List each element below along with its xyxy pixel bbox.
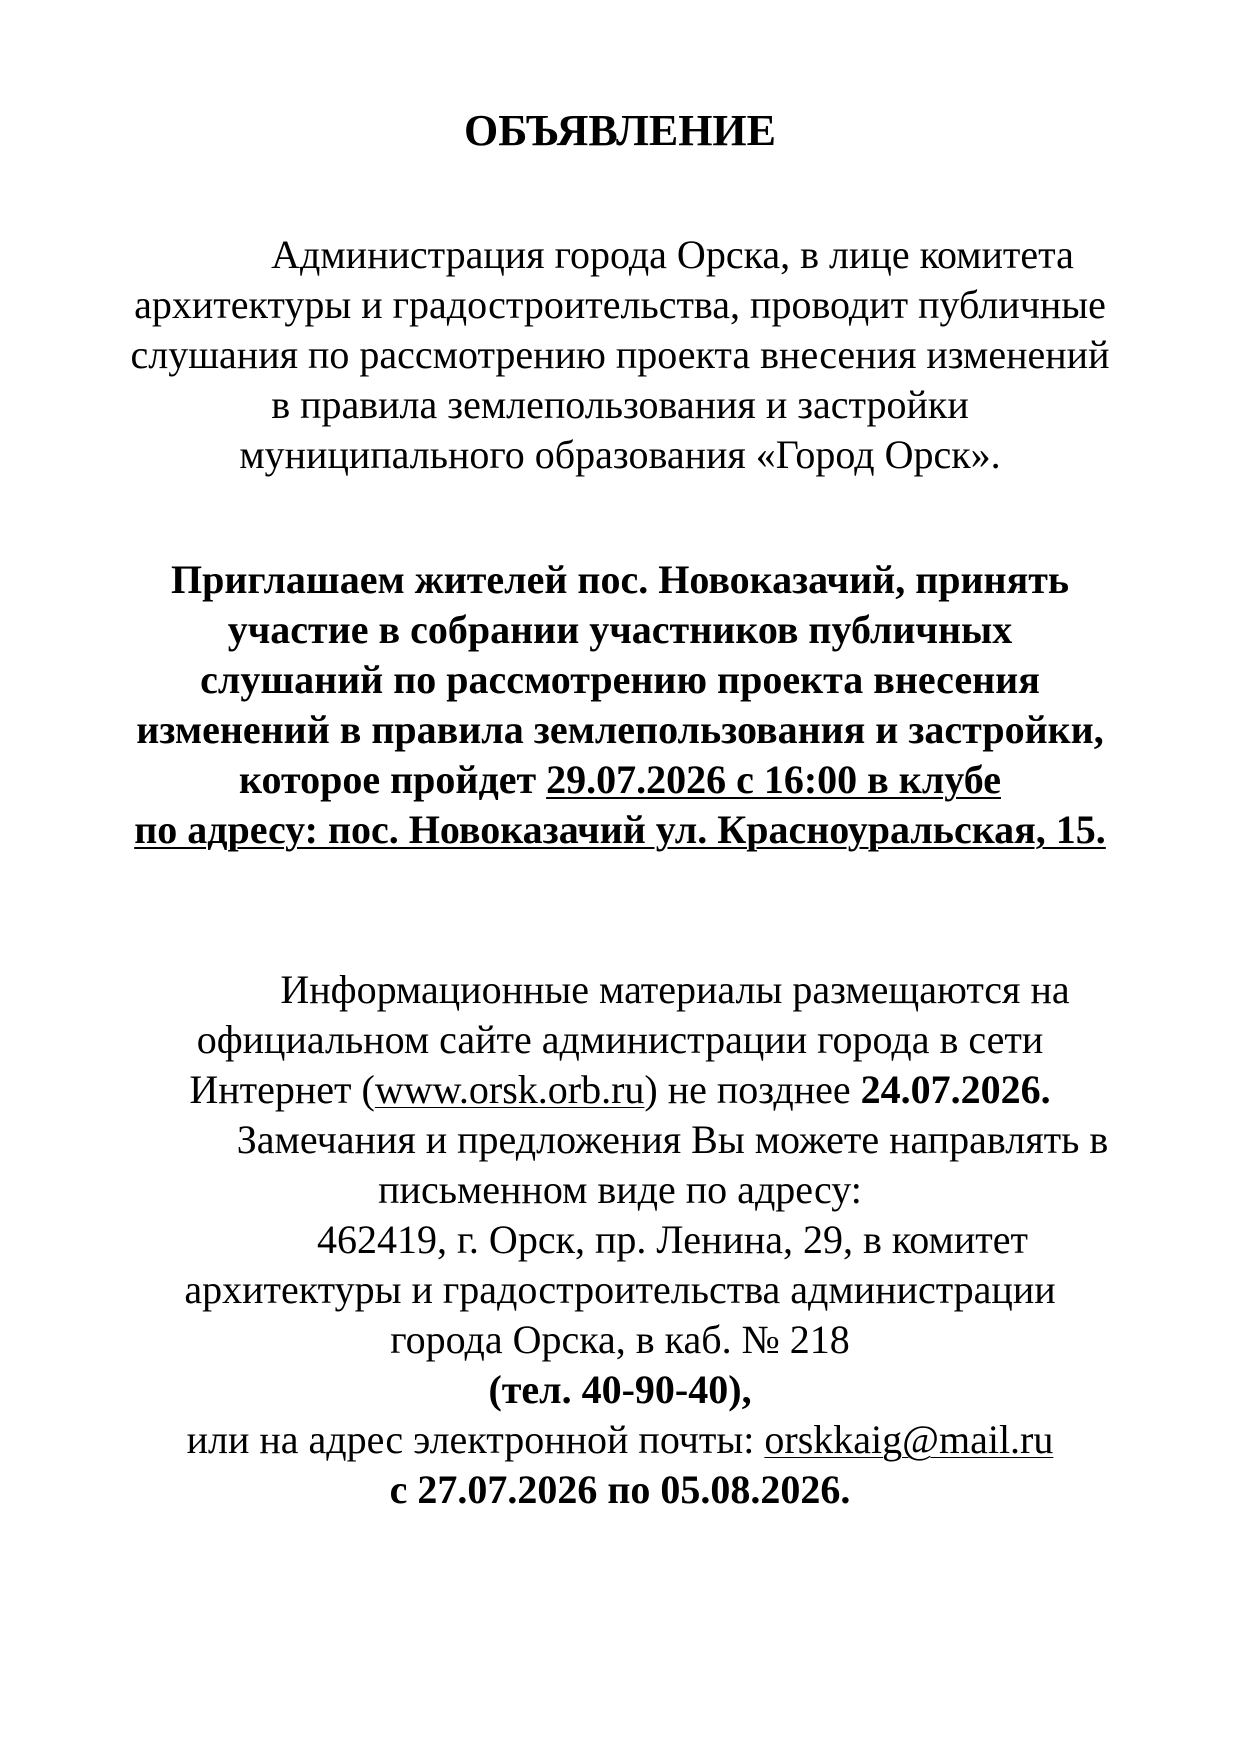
- intro-line: Администрация города Орска, в лице комитета: [271, 232, 1074, 277]
- remarks-line: письменном виде по адресу:: [378, 1167, 862, 1212]
- office-number: города Орска, в каб. № 218: [390, 1317, 850, 1362]
- email-line: [0, 1416, 1240, 1464]
- intro-line: муниципального образования «Город Орск».: [239, 432, 1001, 477]
- event-datetime: 29.07.2026 с 16:00 в клубе: [546, 757, 1001, 802]
- remarks-line: архитектуры и градостроительства администрации: [184, 1267, 1056, 1312]
- intro-line: архитектуры и градостроительства, проводит публичные: [134, 282, 1106, 327]
- info-line: Информационные материалы размещаются на: [280, 967, 1070, 1012]
- info-text: Интернет (: [189, 1067, 375, 1112]
- info-line: официальном сайте администрации города в сети: [196, 1017, 1044, 1062]
- invitation-line: участие в собрании участников публичных: [227, 607, 1013, 652]
- email-link[interactable]: orskkaig@mail.ru: [764, 1417, 1054, 1462]
- info-text: ) не позднее: [644, 1067, 861, 1112]
- event-address: по адресу: пос. Новоказачий ул. Красноуральская, 15.: [134, 807, 1106, 852]
- intro-line: в правила землепользования и застройки: [271, 382, 969, 427]
- page-title: ОБЪЯВЛЕНИЕ: [463, 106, 777, 155]
- info-line: [0, 1066, 1240, 1114]
- invitation-line: слушаний по рассмотрению проекта внесения: [200, 657, 1040, 702]
- website-link[interactable]: www.orsk.orb.ru: [374, 1067, 645, 1112]
- email-label: или на адрес электронной почты:: [186, 1417, 765, 1462]
- remarks-line: Замечания и предложения Вы можете направлять в: [236, 1117, 1109, 1162]
- remarks-period: с 27.07.2026 по 05.08.2026.: [389, 1467, 851, 1512]
- postal-address: 462419, г. Орск, пр. Ленина, 29, в комитет: [317, 1217, 1028, 1262]
- intro-line: слушания по рассмотрению проекта внесения изменений: [130, 332, 1110, 377]
- phone-number: (тел. 40-90-40),: [488, 1367, 752, 1412]
- invitation-text: которое пройдет: [239, 757, 547, 802]
- publication-deadline: 24.07.2026.: [860, 1067, 1051, 1112]
- invitation-line: изменений в правила землепользования и застройки,: [136, 707, 1104, 752]
- invitation-line: Приглашаем жителей пос. Новоказачий, принять: [170, 557, 1070, 602]
- invitation-line: [0, 756, 1240, 804]
